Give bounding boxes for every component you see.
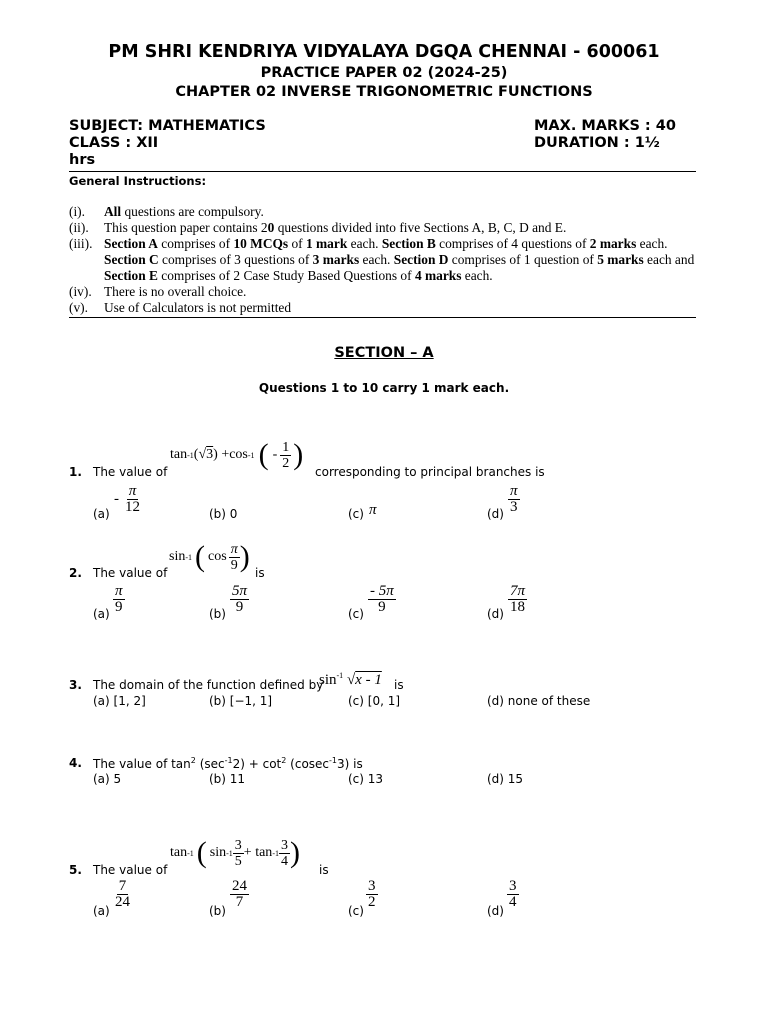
option-a[interactable]: (a) [1, 2]	[93, 694, 146, 708]
option-b[interactable]: (b) [−1, 1]	[209, 694, 273, 708]
option-c[interactable]: (c)	[348, 507, 364, 521]
instruction-text: All questions are compulsory.	[104, 204, 264, 219]
option-a[interactable]: (a)	[93, 607, 110, 621]
instructions-divider	[69, 317, 696, 318]
q1-expression: tan -1 (√ 3 ) + cos -1 ( - $\frac{1}{2}$ )	[170, 438, 304, 471]
section-subtitle: Questions 1 to 10 carry 1 mark each.	[258, 381, 510, 395]
question-text: is	[255, 566, 265, 580]
instructions-list	[69, 204, 699, 316]
instruction-text: There is no overall choice.	[104, 284, 247, 299]
option-b[interactable]: (b)	[209, 904, 226, 918]
class-label: CLASS : XII	[69, 135, 159, 151]
option-b[interactable]: (b) 11	[209, 772, 246, 786]
option-d[interactable]: (d)	[487, 607, 504, 621]
option-b[interactable]: (b)	[209, 607, 226, 621]
option-a[interactable]: (a)	[93, 507, 110, 521]
option-c-value: $\frac{3}{2}$	[368, 878, 376, 910]
instruction-text: This question paper contains 20 questions divided into five Sections A, B, C, D and E.	[104, 220, 567, 235]
option-d-value: $\frac{3}{4}$	[509, 878, 517, 910]
question-number: 5.	[69, 863, 82, 877]
instructions-title: General Instructions:	[69, 174, 207, 188]
header-divider	[69, 171, 696, 172]
option-a[interactable]: (a)	[93, 904, 110, 918]
chapter-title: CHAPTER 02 INVERSE TRIGONOMETRIC FUNCTIONS	[175, 84, 593, 100]
instruction-text: Section A comprises of 10 MCQs of 1 mark each. Section B comprises of 4 questions of 2 marks each. Section C comprises of 3 questions of 3 marks each. Section D comprises of 1 question of 5 marks each and Section E comprises of 2 Case Study Based Questions of 4 marks each.	[104, 236, 695, 283]
option-a-value: $\frac{\pi}{9}$	[115, 583, 123, 615]
instruction-number: (i).	[69, 204, 85, 219]
instruction-number: (iii).	[69, 236, 93, 251]
q5-expression: tan -1 ( sin -1 $\frac{3}{5}$ + tan -1 $\frac{3}{4}$ )	[170, 836, 300, 869]
option-c[interactable]: (c) [0, 1]	[348, 694, 401, 708]
instruction-item	[69, 300, 699, 316]
option-a-value: $\frac{7}{24}$	[115, 878, 130, 910]
question-text: is	[394, 678, 404, 692]
max-marks-label: MAX. MARKS : 40	[534, 118, 676, 134]
question-number: 3.	[69, 678, 82, 692]
instruction-number: (iv).	[69, 284, 92, 299]
section-heading: SECTION – A	[334, 345, 434, 361]
q2-expression: sin -1 ( cos $\frac{\pi}{9}$ )	[169, 540, 250, 573]
option-d[interactable]: (d) none of these	[487, 694, 591, 708]
q3-expression: $\sin^{-1} √x - 1$	[319, 671, 382, 688]
question-text: corresponding to principal branches is	[315, 465, 545, 479]
instruction-text: Use of Calculators is not permitted	[104, 300, 292, 315]
question-number: 2.	[69, 566, 82, 580]
school-name: PM SHRI KENDRIYA VIDYALAYA DGQA CHENNAI - 600061	[108, 42, 660, 62]
option-a-value: - $\frac{\pi}{12}$	[114, 483, 140, 515]
option-b[interactable]: (b) 0	[209, 507, 238, 521]
instruction-item	[69, 204, 699, 220]
option-c-value: $\frac{- 5\pi}{9}$	[370, 583, 394, 615]
question-text: The domain of the function defined by	[93, 678, 324, 692]
question-number: 1.	[69, 465, 82, 479]
instruction-item	[69, 284, 699, 300]
subject-label: SUBJECT: MATHEMATICS	[69, 118, 266, 134]
duration-label: DURATION : 1½	[534, 135, 660, 151]
option-b-value: $\frac{5\pi}{9}$	[232, 583, 248, 615]
option-d[interactable]: (d)	[487, 904, 504, 918]
option-a[interactable]: (a) 5	[93, 772, 122, 786]
question-number: 4.	[69, 756, 82, 770]
option-d[interactable]: (d)	[487, 507, 504, 521]
instruction-item	[69, 236, 699, 284]
option-c-value: π	[369, 502, 377, 518]
option-d[interactable]: (d) 15	[487, 772, 524, 786]
instruction-number: (ii).	[69, 220, 89, 235]
duration-unit: hrs	[69, 152, 96, 168]
option-d-value: $\frac{7\pi}{18}$	[510, 583, 526, 615]
instruction-number: (v).	[69, 300, 88, 315]
question-text: The value of	[93, 566, 168, 580]
question-text: The value of	[93, 863, 168, 877]
paper-title: PRACTICE PAPER 02 (2024-25)	[260, 65, 508, 81]
question-text: The value of $\tan^2 (\sec^{-1}2) + \cot^2 (cosec^{-1}3)$ is	[93, 756, 363, 771]
question-text: The value of	[93, 465, 168, 479]
instruction-item	[69, 220, 699, 236]
option-c[interactable]: (c) 13	[348, 772, 384, 786]
option-d-value: $\frac{\pi}{3}$	[510, 483, 518, 515]
option-c[interactable]: (c)	[348, 904, 364, 918]
option-b-value: $\frac{24}{7}$	[232, 878, 247, 910]
question-text: is	[319, 863, 329, 877]
option-c[interactable]: (c)	[348, 607, 364, 621]
